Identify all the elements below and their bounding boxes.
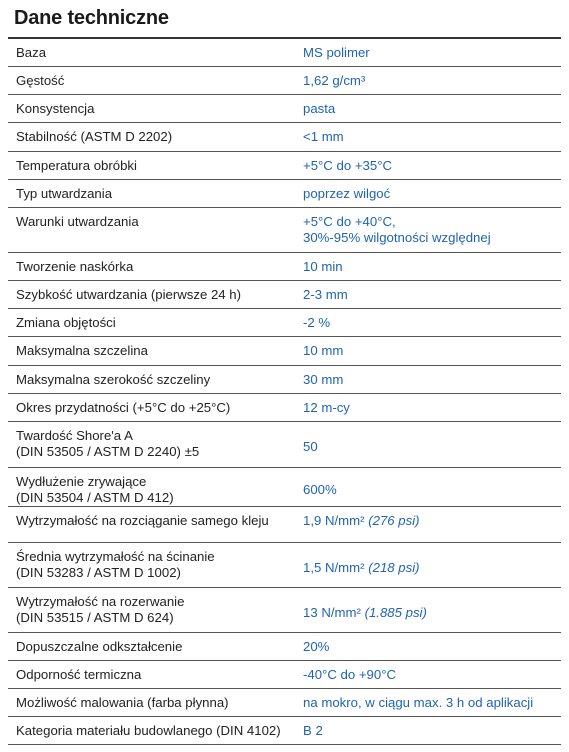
table-row xyxy=(8,688,561,716)
spec-table xyxy=(8,37,561,745)
table-row xyxy=(8,207,561,252)
table-row xyxy=(8,660,561,688)
table-row xyxy=(8,587,561,632)
table-row xyxy=(8,365,561,393)
row-value: 30 mm xyxy=(295,365,561,393)
table-row xyxy=(8,308,561,336)
row-label: Wytrzymałość na rozciąganie samego kleju xyxy=(8,506,295,542)
row-label: Tworzenie naskórka xyxy=(8,252,295,280)
table-row xyxy=(8,467,561,506)
row-label: Możliwość malowania (farba płynna) xyxy=(8,688,295,716)
row-label: Twardość Shore'a A (DIN 53505 / ASTM D 2240) ±5 xyxy=(8,421,295,467)
row-value: 600% xyxy=(295,467,561,506)
row-value: -2 % xyxy=(295,308,561,336)
row-label: Konsystencja xyxy=(8,94,295,122)
row-label: Stabilność (ASTM D 2202) xyxy=(8,122,295,151)
row-value: poprzez wilgoć xyxy=(295,179,561,207)
table-row xyxy=(8,393,561,421)
row-label: Warunki utwardzania xyxy=(8,207,295,252)
row-label: Typ utwardzania xyxy=(8,179,295,207)
page-title: Dane techniczne xyxy=(14,7,169,29)
row-label: Maksymalna szczelina xyxy=(8,336,295,365)
row-label: Średnia wytrzymałość na ścinanie (DIN 53283 / ASTM D 1002) xyxy=(8,542,295,587)
row-value: 2-3 mm xyxy=(295,280,561,308)
table-row xyxy=(8,179,561,207)
row-label: Baza xyxy=(8,38,295,66)
table-row xyxy=(8,280,561,308)
row-label: Odporność termiczna xyxy=(8,660,295,688)
row-value: 10 min xyxy=(295,252,561,280)
table-row xyxy=(8,542,561,587)
row-label: Okres przydatności (+5°C do +25°C) xyxy=(8,393,295,421)
row-value: na mokro, w ciągu max. 3 h od aplikacji xyxy=(295,688,561,716)
row-value: 1,62 g/cm³ xyxy=(295,66,561,94)
row-value: 1,5 N/mm² (218 psi) xyxy=(295,542,561,587)
row-value: +5°C do +35°C xyxy=(295,151,561,179)
table-row xyxy=(8,38,561,66)
row-value: -40°C do +90°C xyxy=(295,660,561,688)
row-label: Wydłużenie zrywające (DIN 53504 / ASTM D 412) xyxy=(8,467,295,506)
row-label: Kategoria materiału budowlanego (DIN 4102) xyxy=(8,716,295,744)
table-row xyxy=(8,122,561,151)
row-label: Dopuszczalne odkształcenie xyxy=(8,632,295,660)
row-label: Gęstość xyxy=(8,66,295,94)
row-value: +5°C do +40°C, 30%-95% wilgotności względnej xyxy=(295,207,561,252)
table-row xyxy=(8,151,561,179)
row-value: 1,9 N/mm² (276 psi) xyxy=(295,506,561,542)
row-value: 20% xyxy=(295,632,561,660)
row-value: B 2 xyxy=(295,716,561,744)
row-label: Szybkość utwardzania (pierwsze 24 h) xyxy=(8,280,295,308)
table-row xyxy=(8,336,561,365)
table-row xyxy=(8,94,561,122)
table-row xyxy=(8,506,561,542)
row-value: <1 mm xyxy=(295,122,561,151)
row-label: Maksymalna szerokość szczeliny xyxy=(8,365,295,393)
row-value: MS polimer xyxy=(295,38,561,66)
table-row xyxy=(8,66,561,94)
row-value: pasta xyxy=(295,94,561,122)
row-value: 50 xyxy=(295,421,561,467)
row-label: Zmiana objętości xyxy=(8,308,295,336)
row-value: 12 m-cy xyxy=(295,393,561,421)
row-label: Wytrzymałość na rozerwanie (DIN 53515 / ASTM D 624) xyxy=(8,587,295,632)
table-row xyxy=(8,716,561,744)
row-value: 10 mm xyxy=(295,336,561,365)
row-value: 13 N/mm² (1.885 psi) xyxy=(295,587,561,632)
table-row xyxy=(8,421,561,467)
table-row xyxy=(8,632,561,660)
table-row xyxy=(8,252,561,280)
row-label: Temperatura obróbki xyxy=(8,151,295,179)
